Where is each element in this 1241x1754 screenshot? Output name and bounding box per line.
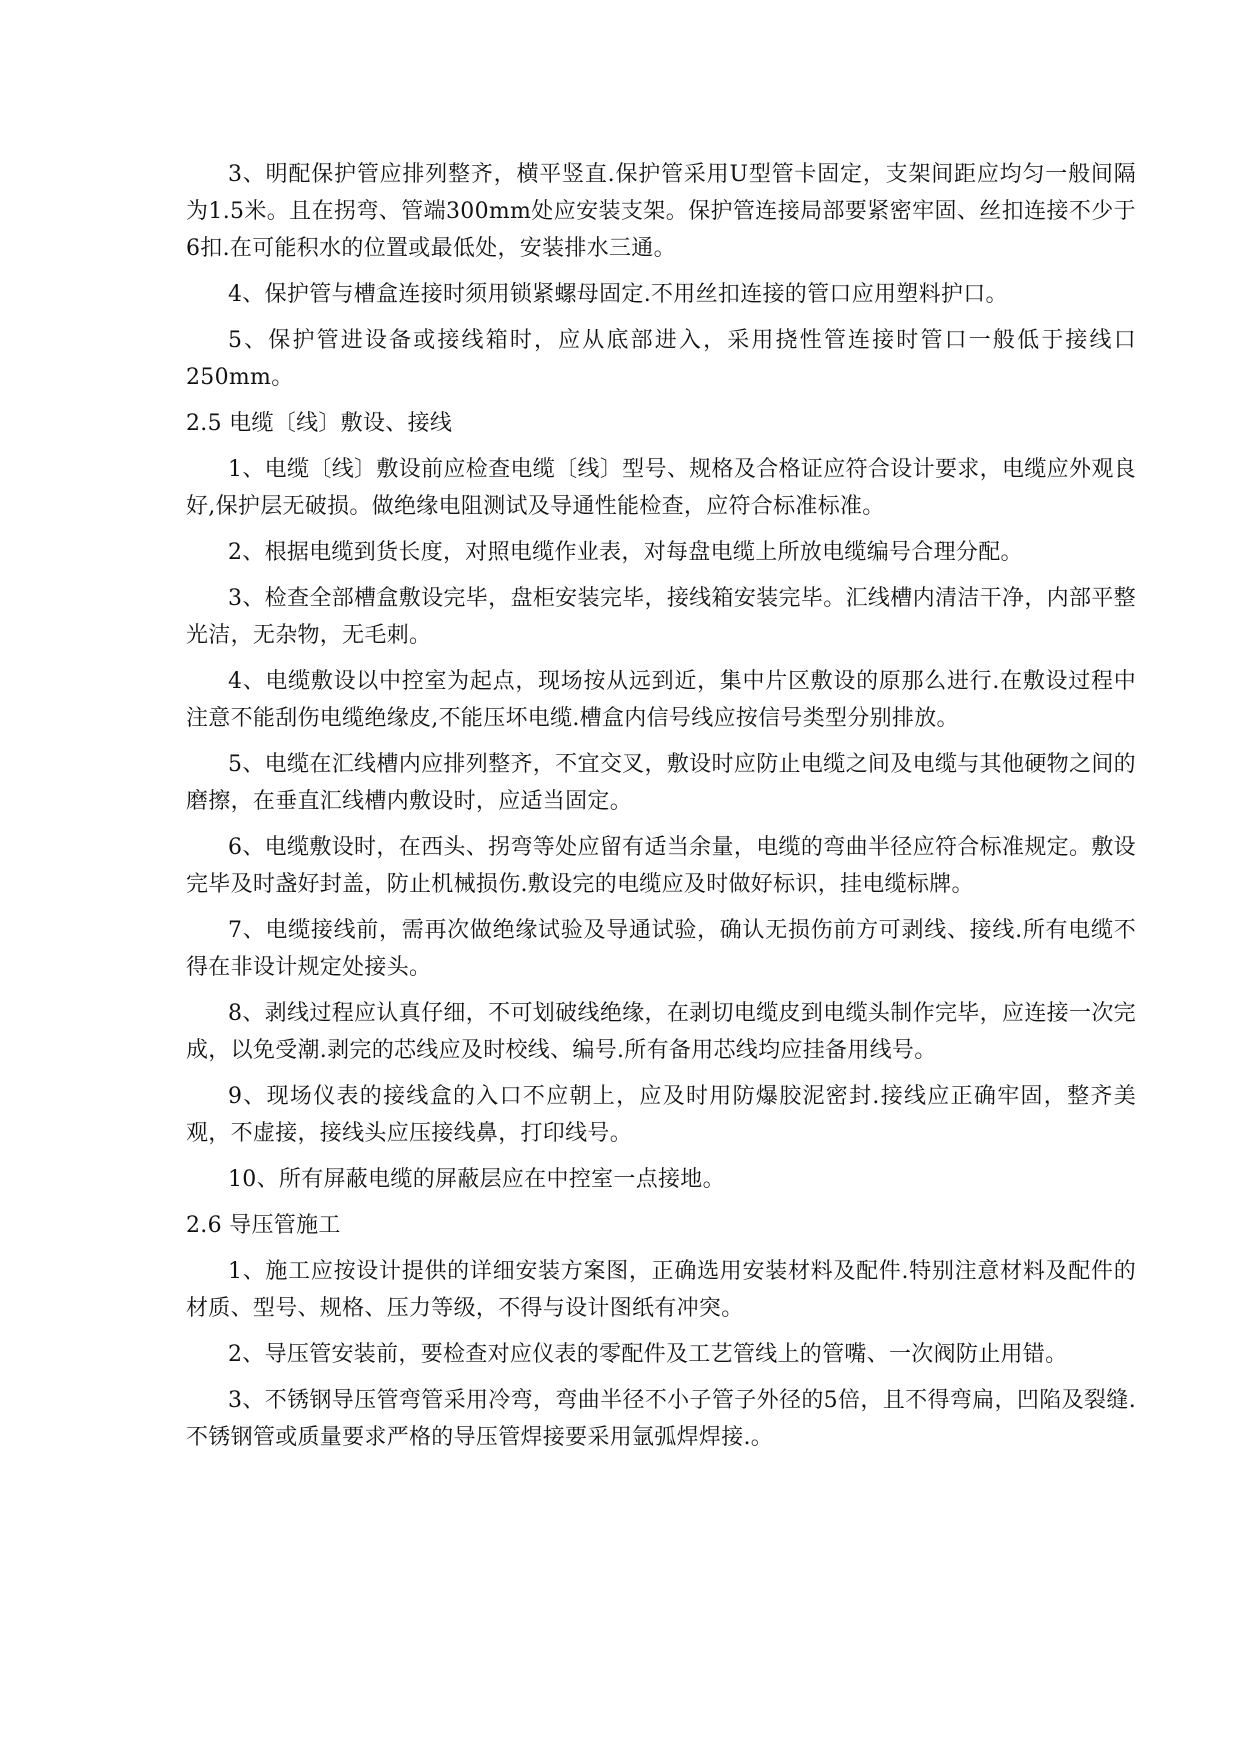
section-heading-2-6: 2.6 导压管施工 <box>186 1213 341 1238</box>
paragraph-shield-grounding: 10、所有屏蔽电缆的屏蔽层应在中控室一点接地。 <box>228 1167 725 1192</box>
paragraph-junction-box: 9、现场仪表的接线盒的入口不应朝上，应及时用防爆胶泥密封.接线应正确牢固，整齐美观，不虚接，接线头应压接线鼻，打印线号。 <box>186 1084 1136 1146</box>
paragraph-3-conduit-arrangement: 3、明配保护管应排列整齐，横平竖直.保护管采用U型管卡固定，支架间距应均匀一般间隔为1.5米。且在拐弯、管端300mm处应安装支架。保护管连接局部要紧密牢固、丝扣连接不少于6扣.在可能积水的位置或最低处，安装排水三通。 <box>186 162 1136 261</box>
paragraph-impulse-check: 2、导压管安装前，要检查对应仪表的零配件及工艺管线上的管嘴、一次阀防止用错。 <box>228 1342 1068 1367</box>
paragraph-impulse-design: 1、施工应按设计提供的详细安装方案图，正确选用安装材料及配件.特别注意材料及配件的材质、型号、规格、压力等级，不得与设计图纸有冲突。 <box>186 1259 1136 1321</box>
paragraph-stainless-bending: 3、不锈钢导压管弯管采用冷弯，弯曲半径不小子管子外径的5倍，且不得弯扁，凹陷及裂缝.不锈钢管或质量要求严格的导压管焊接要采用氩弧焊焊接.。 <box>186 1388 1136 1450</box>
section-heading-2-5: 2.5 电缆〔线〕敷设、接线 <box>186 411 453 436</box>
paragraph-cable-bending: 6、电缆敷设时，在西头、拐弯等处应留有适当余量，电缆的弯曲半径应符合标准规定。敷设完毕及时盏好封盖，防止机械损伤.敷设完的电缆应及时做好标识，挂电缆标牌。 <box>186 835 1136 897</box>
paragraph-tray-check: 3、检查全部槽盒敷设完毕，盘柜安装完毕，接线箱安装完毕。汇线槽内清洁干净，内部平整光洁，无杂物，无毛刺。 <box>186 586 1136 648</box>
paragraph-cable-inspection: 1、电缆〔线〕敷设前应检查电缆〔线〕型号、规格及合格证应符合设计要求，电缆应外观良好,保护层无破损。做绝缘电阻测试及导通性能检查，应符合标准标准。 <box>186 457 1136 519</box>
paragraph-4-conduit-tray-connection: 4、保护管与槽盒连接时须用锁紧螺母固定.不用丝扣连接的管口应用塑料护口。 <box>228 282 1008 307</box>
document-page <box>186 156 1136 1465</box>
paragraph-cable-arrangement: 5、电缆在汇线槽内应排列整齐，不宜交叉，敷设时应防止电缆之间及电缆与其他硬物之间的磨擦，在垂直汇线槽内敷设时，应适当固定。 <box>186 752 1136 814</box>
paragraph-wire-stripping: 8、剥线过程应认真仔细，不可划破线绝缘，在剥切电缆皮到电缆头制作完毕，应连接一次完成，以免受潮.剥完的芯线应及时校线、编号.所有备用芯线均应挂备用线号。 <box>186 1001 1136 1063</box>
paragraph-cable-laying: 4、电缆敷设以中控室为起点，现场按从远到近，集中片区敷设的原那么进行.在敷设过程中注意不能刮伤电缆绝缘皮,不能压坏电缆.槽盒内信号线应按信号类型分别排放。 <box>186 669 1136 731</box>
paragraph-cable-allocation: 2、根据电缆到货长度，对照电缆作业表，对每盘电缆上所放电缆编号合理分配。 <box>228 540 1023 565</box>
paragraph-insulation-test: 7、电缆接线前，需再次做绝缘试验及导通试验，确认无损伤前方可剥线、接线.所有电缆不得在非设计规定处接头。 <box>186 918 1136 980</box>
paragraph-5-conduit-entry: 5、保护管进设备或接线箱时，应从底部进入，采用挠性管连接时管口一般低于接线口250mm。 <box>186 328 1136 390</box>
